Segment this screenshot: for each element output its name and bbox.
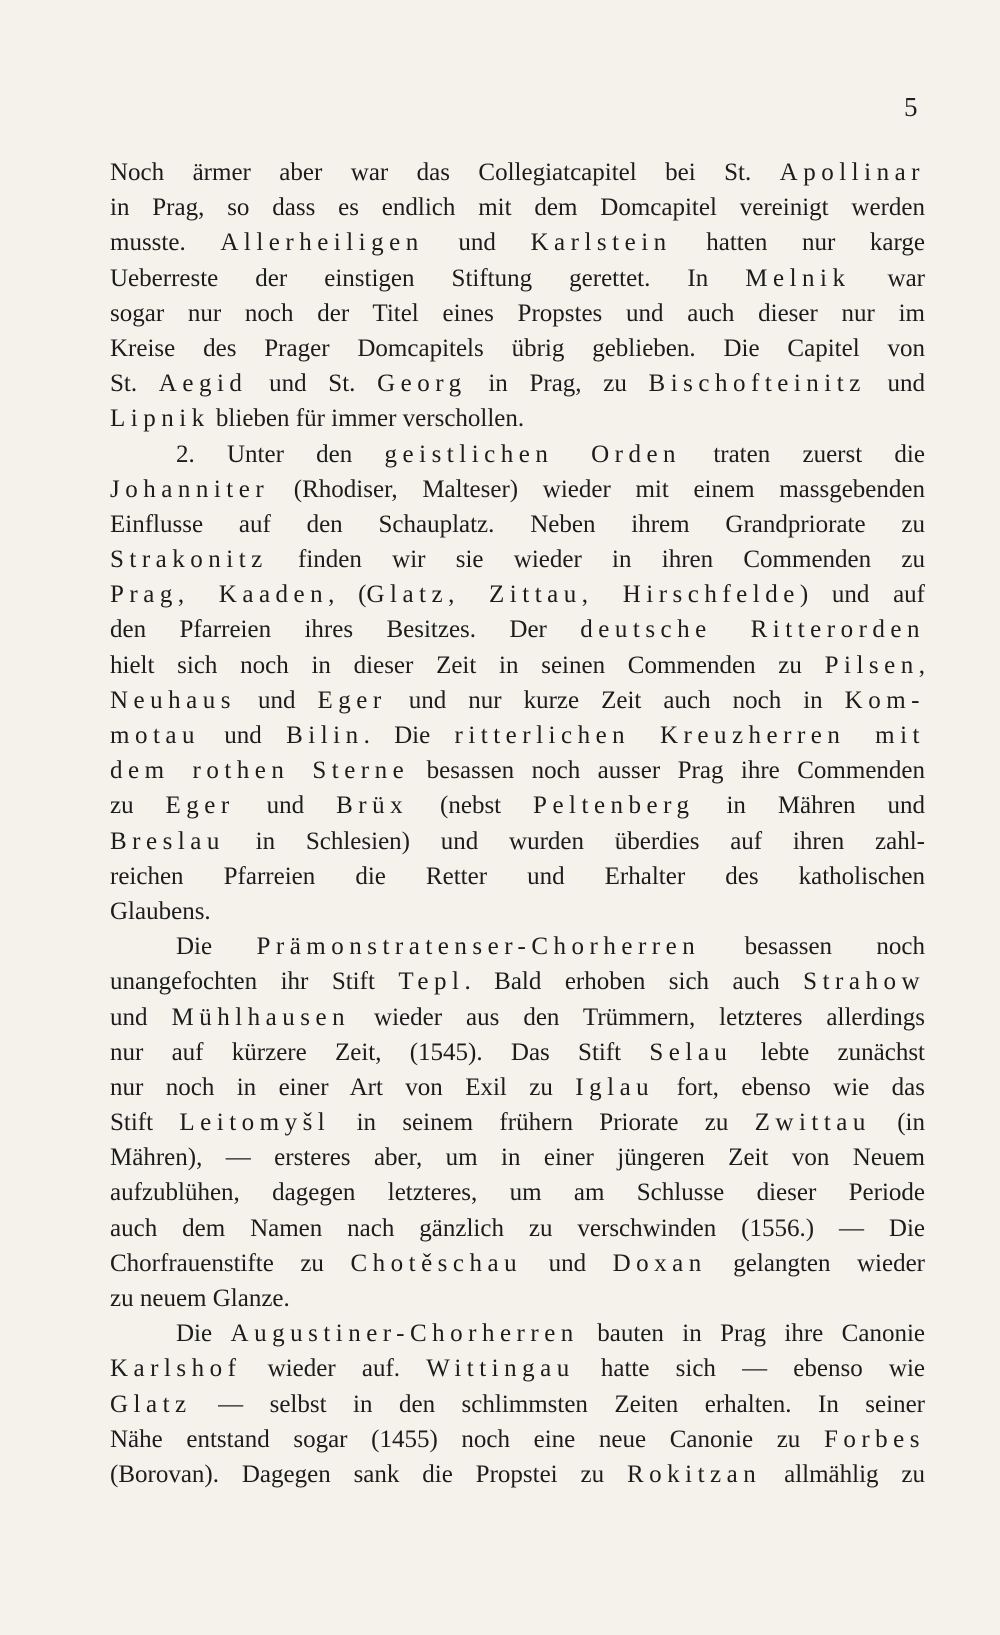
- spaced-text: Melnik: [745, 264, 851, 292]
- spaced-text: Leitomyšl: [179, 1109, 331, 1137]
- spaced-text: Wittingau: [426, 1355, 575, 1383]
- spaced-text: Bilin: [286, 722, 364, 749]
- text-segment: und: [865, 370, 925, 398]
- text-line: [110, 577, 925, 612]
- text-segment: fort, ebenso wie das: [654, 1073, 925, 1101]
- text-line: [110, 155, 925, 190]
- spaced-text: Strakonitz: [110, 546, 268, 574]
- text-line: [110, 401, 925, 436]
- text-segment: nur auf kürzere Zeit, (1545). Das Stift: [110, 1038, 650, 1066]
- text-segment: gelangten wieder: [706, 1249, 925, 1277]
- text-segment: Kreise des Prager Domcapitels übrig geblieben. Die Capitel von: [110, 334, 925, 362]
- text-line: [110, 507, 925, 542]
- text-segment: (Rhodiser, Malteser) wieder mit einem massgebenden: [269, 475, 925, 503]
- text-segment: hatte sich — ebenso wie: [574, 1355, 925, 1383]
- text-segment: und St.: [247, 370, 378, 398]
- spaced-text: Aegid: [158, 370, 248, 398]
- text-segment: war: [850, 264, 925, 292]
- text-segment: auch dem Namen nach gänzlich zu verschwinden (1556.) — Die: [110, 1214, 925, 1242]
- text-line: [110, 331, 925, 366]
- spaced-text: geistlichen Orden: [384, 440, 682, 468]
- spaced-text: dem rothen Sterne: [110, 757, 410, 785]
- spaced-text: Iglau: [575, 1073, 655, 1101]
- text-segment: lebte zunächst: [732, 1038, 925, 1066]
- text-line: [110, 296, 925, 331]
- text-segment: in Schlesien) und wurden überdies auf ihren zahl-: [224, 827, 925, 855]
- spaced-text: Johanniter: [110, 475, 270, 503]
- spaced-text: Neuhaus: [110, 686, 236, 714]
- text-segment: . Die: [363, 722, 455, 749]
- text-segment: Die: [176, 1320, 231, 1348]
- text-line: [110, 929, 925, 964]
- text-segment: und: [522, 1249, 613, 1277]
- text-line: [110, 718, 925, 753]
- text-segment: Die: [176, 933, 257, 961]
- spaced-text: deutsche Ritterorden: [580, 616, 925, 644]
- text-line: [110, 1175, 925, 1210]
- text-line: [110, 366, 925, 401]
- spaced-text: Augustiner-Chorherren: [230, 1320, 579, 1348]
- spaced-text: Prämonstratenser-Chorherren: [256, 933, 701, 961]
- spaced-text: Kom-: [844, 686, 925, 714]
- text-segment: hielt sich noch in dieser Zeit in seinen Commenden zu: [110, 651, 825, 679]
- spaced-text: Rokitzan: [626, 1460, 762, 1488]
- text-segment: Glaubens.: [110, 897, 211, 925]
- spaced-text: Eger: [317, 686, 387, 714]
- text-segment: und: [200, 722, 287, 749]
- spaced-text: Prag, Kaaden: [110, 581, 329, 609]
- text-segment: und: [235, 686, 318, 714]
- spaced-text: Strahow: [803, 968, 925, 996]
- text-line: [110, 964, 925, 999]
- text-line: [110, 1211, 925, 1246]
- text-segment: und nur kurze Zeit auch noch in: [386, 686, 845, 714]
- text-segment: und: [110, 1003, 172, 1031]
- text-line: [110, 225, 925, 260]
- text-line: [110, 472, 925, 507]
- spaced-text: ritterlichen Kreuzherren mit: [454, 722, 926, 749]
- text-segment: , (: [328, 581, 367, 609]
- text-line: [110, 1351, 925, 1386]
- text-segment: Nähe entstand sogar (1455) noch eine neue Canonie zu: [110, 1425, 824, 1453]
- spaced-text: Tepl: [398, 968, 465, 996]
- text-segment: in seinem frühern Priorate zu: [330, 1109, 755, 1137]
- text-segment: sogar nur noch der Titel eines Propstes und auch dieser nur im: [110, 299, 925, 327]
- text-segment: Ueberreste der einstigen Stiftung gerettet. In: [110, 264, 746, 292]
- text-line: [110, 1105, 925, 1140]
- text-line: [110, 542, 925, 577]
- text-segment: (nebst: [408, 792, 534, 820]
- spaced-text: Eger: [165, 792, 235, 820]
- spaced-text: Mühlhausen: [171, 1003, 351, 1031]
- text-line: [110, 824, 925, 859]
- spaced-text: Glatz, Zittau, Hirschfelde: [366, 581, 800, 609]
- spaced-text: Apollinar: [779, 159, 925, 186]
- text-segment: — selbst in den schlimmsten Zeiten erhalten. In seiner: [191, 1390, 925, 1418]
- spaced-text: Karlstein: [530, 229, 672, 257]
- text-line: [110, 1316, 925, 1351]
- spaced-text: motau: [110, 722, 200, 749]
- spaced-text: Georg: [377, 370, 467, 398]
- text-line: [110, 1070, 925, 1105]
- text-segment: allmählig zu: [761, 1460, 925, 1488]
- text-line: [110, 190, 925, 225]
- spaced-text: Peltenberg: [533, 792, 695, 820]
- text-segment: St.: [110, 370, 159, 398]
- text-line: [110, 1281, 925, 1316]
- text-line: [110, 788, 925, 823]
- text-segment: in Mähren und: [694, 792, 925, 820]
- text-segment: bauten in Prag ihre Canonie: [578, 1320, 925, 1348]
- text-segment: wieder auf.: [241, 1355, 427, 1383]
- text-line: [110, 1422, 925, 1457]
- text-segment: und: [423, 229, 531, 257]
- page-number: 5: [904, 92, 918, 122]
- text-segment: und: [234, 792, 337, 820]
- text-segment: nur noch in einer Art von Exil zu: [110, 1073, 576, 1101]
- text-segment: Stift: [110, 1109, 180, 1137]
- text-segment: zu neuem Glanze.: [110, 1285, 290, 1312]
- spaced-text: Zwittau: [754, 1109, 871, 1137]
- text-segment: hatten nur karge: [671, 229, 925, 257]
- spaced-text: Allerheiligen: [220, 229, 424, 257]
- text-line: [110, 1457, 925, 1492]
- text-segment: 2. Unter den: [176, 440, 385, 468]
- text-line: [110, 1035, 925, 1070]
- spaced-text: Forbes: [823, 1425, 925, 1453]
- spaced-text: Chotěschau: [350, 1249, 523, 1277]
- text-line: [110, 1246, 925, 1281]
- text-line: [110, 612, 925, 647]
- spaced-text: Selau: [649, 1038, 733, 1066]
- text-segment: . Bald erhoben sich auch: [464, 968, 804, 996]
- text-segment: reichen Pfarreien die Retter und Erhalter des katholischen: [110, 862, 925, 890]
- text-segment: blieben für immer verschollen.: [209, 405, 525, 433]
- spaced-text: Glatz: [110, 1390, 192, 1418]
- text-segment: besassen noch: [700, 933, 925, 961]
- text-line: [110, 1387, 925, 1422]
- text-segment: (in: [870, 1109, 925, 1137]
- text-segment: Einflusse auf den Schauplatz. Neben ihrem Grandpriorate zu: [110, 510, 925, 538]
- text-line: [110, 753, 925, 788]
- text-segment: aufzublühen, dagegen letzteres, um am Schlusse dieser Periode: [110, 1179, 925, 1207]
- text-line: [110, 1140, 925, 1175]
- text-segment: ) und auf: [799, 581, 926, 609]
- text-segment: ,: [918, 651, 925, 679]
- text-segment: wieder aus den Trümmern, letzteres allerdings: [350, 1003, 925, 1031]
- text-segment: unangefochten ihr Stift: [110, 968, 399, 996]
- text-line: [110, 261, 925, 296]
- text-segment: Noch ärmer aber war das Collegiatcapitel bei St.: [110, 159, 780, 186]
- spaced-text: Breslau: [110, 827, 225, 855]
- text-segment: Mähren), — ersteres aber, um in einer jüngeren Zeit von Neuem: [110, 1144, 925, 1172]
- text-line: [110, 648, 925, 683]
- text-segment: traten zuerst die: [681, 440, 925, 468]
- text-segment: besassen noch ausser Prag ihre Commenden: [409, 757, 926, 785]
- text-segment: musste.: [110, 229, 221, 257]
- text-line: [110, 859, 925, 894]
- spaced-text: Brüx: [336, 792, 409, 820]
- text-line: [110, 894, 925, 929]
- text-segment: Chorfrauenstifte zu: [110, 1249, 351, 1277]
- body-text: [110, 155, 925, 1492]
- spaced-text: Karlshof: [110, 1355, 242, 1383]
- spaced-text: Bischofteinitz: [648, 370, 866, 398]
- text-line: [110, 1000, 925, 1035]
- text-segment: finden wir sie wieder in ihren Commenden zu: [267, 546, 925, 574]
- spaced-text: Doxan: [612, 1249, 707, 1277]
- text-line: [110, 437, 925, 472]
- text-segment: zu: [110, 792, 166, 820]
- text-line: [110, 683, 925, 718]
- text-segment: in Prag, so dass es endlich mit dem Domcapitel vereinigt werden: [110, 194, 925, 222]
- text-segment: den Pfarreien ihres Besitzes. Der: [110, 616, 581, 644]
- spaced-text: Pilsen: [824, 651, 919, 679]
- spaced-text: Lipnik: [110, 405, 210, 433]
- text-segment: in Prag, zu: [466, 370, 649, 398]
- text-segment: (Borovan). Dagegen sank die Propstei zu: [110, 1460, 627, 1488]
